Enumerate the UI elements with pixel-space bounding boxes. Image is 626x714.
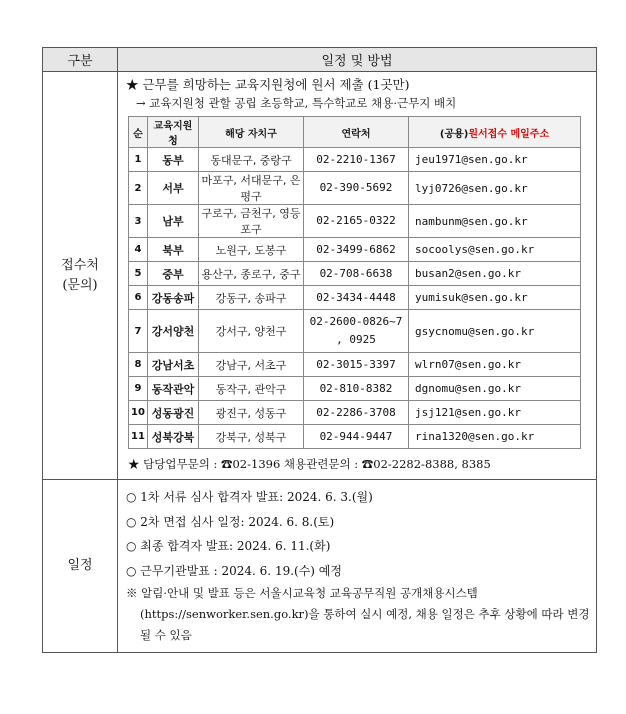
row-office: 남부	[148, 205, 199, 238]
row-phone-line2: , 0925	[336, 333, 376, 346]
office-row	[129, 377, 581, 401]
reception-content	[118, 72, 597, 480]
office-row	[129, 172, 581, 205]
row-num: 11	[129, 425, 148, 449]
schedule-item-interview: ○ 2차 면접 심사 일정: 2024. 6. 8.(토)	[126, 514, 335, 529]
row-office: 성동광진	[148, 401, 199, 425]
schedule-note: ※ 알림·안내 및 발표 등은 서울시교육청 교육공무직원 공개채용시스템(https://senworker.sen.go.kr)을 통하여 실시 예정, 채용 일정은 추후 상황에 따라 변경될 수 있음	[126, 586, 590, 642]
row-district: 강북구, 성북구	[199, 425, 304, 449]
reception-label-line1: 접수처	[61, 257, 99, 273]
office-row	[129, 262, 581, 286]
submit-instruction: ★ 근무를 희망하는 교육지원청에 원서 제출 (1곳만)	[126, 77, 410, 92]
col-phone: 연락처	[304, 117, 409, 148]
row-district: 구로구, 금천구, 영등포구	[199, 205, 304, 238]
header-schedule-method: 일정 및 방법	[118, 48, 597, 72]
header-category: 구분	[43, 48, 118, 72]
office-row	[129, 425, 581, 449]
reception-row	[43, 72, 597, 480]
row-district: 강동구, 송파구	[199, 286, 304, 310]
row-num: 4	[129, 238, 148, 262]
col-email	[409, 117, 581, 148]
row-office: 동부	[148, 148, 199, 172]
row-office: 성북강북	[148, 425, 199, 449]
reception-label	[43, 72, 118, 480]
row-phone: 02-390-5692	[304, 172, 409, 205]
row-email: socoolys@sen.go.kr	[409, 238, 581, 262]
row-num: 8	[129, 353, 148, 377]
schedule-item-final-result: ○ 최종 합격자 발표: 2024. 6. 11.(화)	[126, 539, 331, 553]
row-email: yumisuk@sen.go.kr	[409, 286, 581, 310]
row-email: jsj121@sen.go.kr	[409, 401, 581, 425]
row-office: 중부	[148, 262, 199, 286]
row-num: 2	[129, 172, 148, 205]
header-row	[43, 48, 597, 72]
contact-info: ★ 담당업무문의 : ☎02-1396 채용관련문의 : ☎02-2282-8388, 8385	[128, 457, 491, 471]
row-phone	[304, 310, 409, 353]
row-district: 광진구, 성동구	[199, 401, 304, 425]
office-row	[129, 286, 581, 310]
row-phone: 02-810-8382	[304, 377, 409, 401]
row-num: 5	[129, 262, 148, 286]
col-email-label: 원서접수 메일주소	[468, 128, 550, 140]
row-district: 노원구, 도봉구	[199, 238, 304, 262]
col-district: 해당 자치구	[199, 117, 304, 148]
reception-label-line2: (문의)	[62, 277, 98, 293]
row-office: 강남서초	[148, 353, 199, 377]
office-row	[129, 238, 581, 262]
row-office: 강동송파	[148, 286, 199, 310]
col-num: 순	[129, 117, 148, 148]
row-phone: 02-3015-3397	[304, 353, 409, 377]
row-email: wlrn07@sen.go.kr	[409, 353, 581, 377]
schedule-label: 일정	[43, 480, 118, 653]
schedule-item-first-round: ○ 1차 서류 심사 합격자 발표: 2024. 6. 3.(월)	[126, 490, 373, 504]
row-office: 동작관악	[148, 377, 199, 401]
row-email: nambunm@sen.go.kr	[409, 205, 581, 238]
office-row	[129, 148, 581, 172]
row-phone-line1: 02-2600-0826~7	[309, 315, 403, 328]
row-district: 동작구, 관악구	[199, 377, 304, 401]
main-table	[42, 47, 597, 653]
schedule-content	[118, 480, 597, 653]
row-district: 마포구, 서대문구, 은평구	[199, 172, 304, 205]
row-phone: 02-3434-4448	[304, 286, 409, 310]
row-office: 강서양천	[148, 310, 199, 353]
row-num: 6	[129, 286, 148, 310]
row-district: 용산구, 종로구, 중구	[199, 262, 304, 286]
row-email: dgnomu@sen.go.kr	[409, 377, 581, 401]
row-email: gsycnomu@sen.go.kr	[409, 310, 581, 353]
row-phone: 02-2210-1367	[304, 148, 409, 172]
row-num: 7	[129, 310, 148, 353]
schedule-row	[43, 480, 597, 653]
office-row	[129, 205, 581, 238]
row-num: 1	[129, 148, 148, 172]
row-phone: 02-2165-0322	[304, 205, 409, 238]
row-email: lyj0726@sen.go.kr	[409, 172, 581, 205]
col-email-prefix: (공용)	[439, 128, 469, 140]
schedule-item-assignment: ○ 근무기관발표 : 2024. 6. 19.(수) 예정	[126, 563, 342, 578]
row-phone: 02-708-6638	[304, 262, 409, 286]
office-table-header	[129, 117, 581, 148]
col-office: 교육지원청	[148, 117, 199, 148]
row-email: rina1320@sen.go.kr	[409, 425, 581, 449]
row-num: 9	[129, 377, 148, 401]
row-district: 강서구, 양천구	[199, 310, 304, 353]
row-district: 동대문구, 중랑구	[199, 148, 304, 172]
row-phone: 02-2286-3708	[304, 401, 409, 425]
row-office: 북부	[148, 238, 199, 262]
row-num: 3	[129, 205, 148, 238]
row-email: busan2@sen.go.kr	[409, 262, 581, 286]
office-table	[128, 116, 581, 449]
assignment-note: → 교육지원청 관할 공립 초등학교, 특수학교로 채용·근무지 배치	[136, 96, 457, 110]
row-phone: 02-944-9447	[304, 425, 409, 449]
row-phone: 02-3499-6862	[304, 238, 409, 262]
office-row	[129, 353, 581, 377]
row-district: 강남구, 서초구	[199, 353, 304, 377]
office-row	[129, 401, 581, 425]
office-row	[129, 310, 581, 353]
row-office: 서부	[148, 172, 199, 205]
row-email: jeu1971@sen.go.kr	[409, 148, 581, 172]
row-num: 10	[129, 401, 148, 425]
